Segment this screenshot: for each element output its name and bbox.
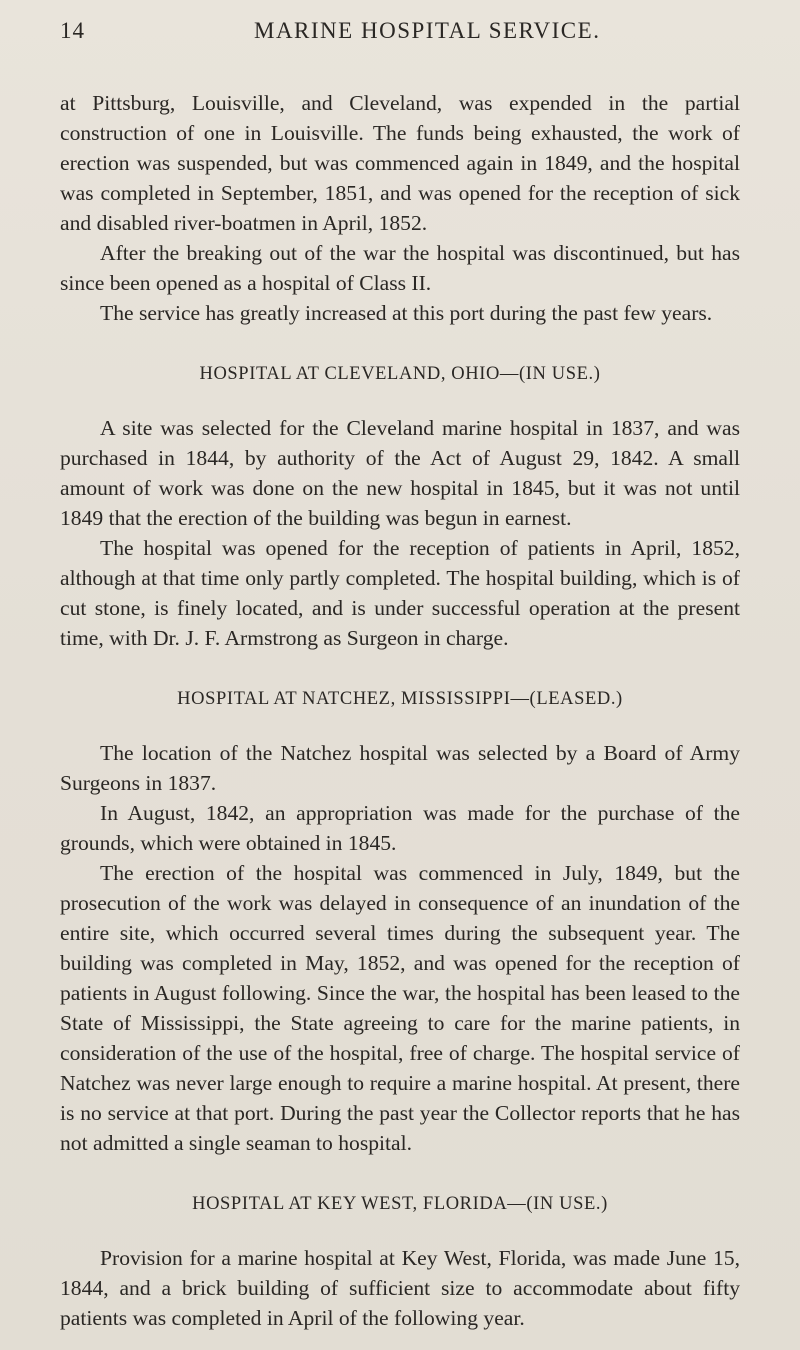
running-title: MARINE HOSPITAL SERVICE.	[254, 18, 601, 43]
page-number: 14	[60, 18, 85, 43]
paragraph: The location of the Natchez hospital was selected by a Board of Army Surgeons in 1837.	[60, 741, 740, 795]
page-body	[60, 88, 740, 1333]
section-heading: HOSPITAL AT KEY WEST, FLORIDA—(IN USE.)	[192, 1194, 608, 1214]
paragraph: at Pittsburg, Louisville, and Cleveland, was expended in the partial construction of one in Louisville. The funds being exhausted, the work of erection was suspended, but was commenced again in 1849, and the hospital was completed in September, 1851, and was opened for the reception of sick and disabled river-boatmen in April, 1852.	[60, 91, 740, 235]
paragraph: After the breaking out of the war the hospital was discontinued, but has since been opened as a hospital of Class II.	[60, 241, 740, 295]
section-heading: HOSPITAL AT NATCHEZ, MISSISSIPPI—(LEASED.)	[177, 689, 623, 709]
paragraph: Provision for a marine hospital at Key West, Florida, was made June 15, 1844, and a brick building of sufficient size to accommodate about fifty patients was completed in April of the following year.	[60, 1246, 740, 1330]
running-head	[60, 18, 740, 52]
paragraph: The hospital was opened for the reception of patients in April, 1852, although at that time only partly completed. The hospital building, which is of cut stone, is finely located, and is under successful operation at the present time, with Dr. J. F. Armstrong as Surgeon in charge.	[60, 536, 740, 650]
section-heading: HOSPITAL AT CLEVELAND, OHIO—(IN USE.)	[199, 364, 601, 384]
paragraph: The erection of the hospital was commenced in July, 1849, but the prosecution of the work was delayed in consequence of an inundation of the entire site, which occurred several times during the subsequent year. The building was completed in May, 1852, and was opened for the reception of patients in August following. Since the war, the hospital has been leased to the State of Mississippi, the State agreeing to care for the marine patients, in consideration of the use of the hospital, free of charge. The hospital service of Natchez was never large enough to require a marine hospital. At present, there is no service at that port. During the past year the Collector reports that he has not admitted a single seaman to hospital.	[60, 861, 740, 1155]
paragraph: A site was selected for the Cleveland marine hospital in 1837, and was purchased in 1844, by authority of the Act of August 29, 1842. A small amount of work was done on the new hospital in 1845, but it was not until 1849 that the erection of the building was begun in earnest.	[60, 416, 740, 530]
paragraph: The service has greatly increased at this port during the past few years.	[100, 301, 713, 325]
paragraph: In August, 1842, an appropriation was made for the purchase of the grounds, which were obtained in 1845.	[60, 801, 740, 855]
